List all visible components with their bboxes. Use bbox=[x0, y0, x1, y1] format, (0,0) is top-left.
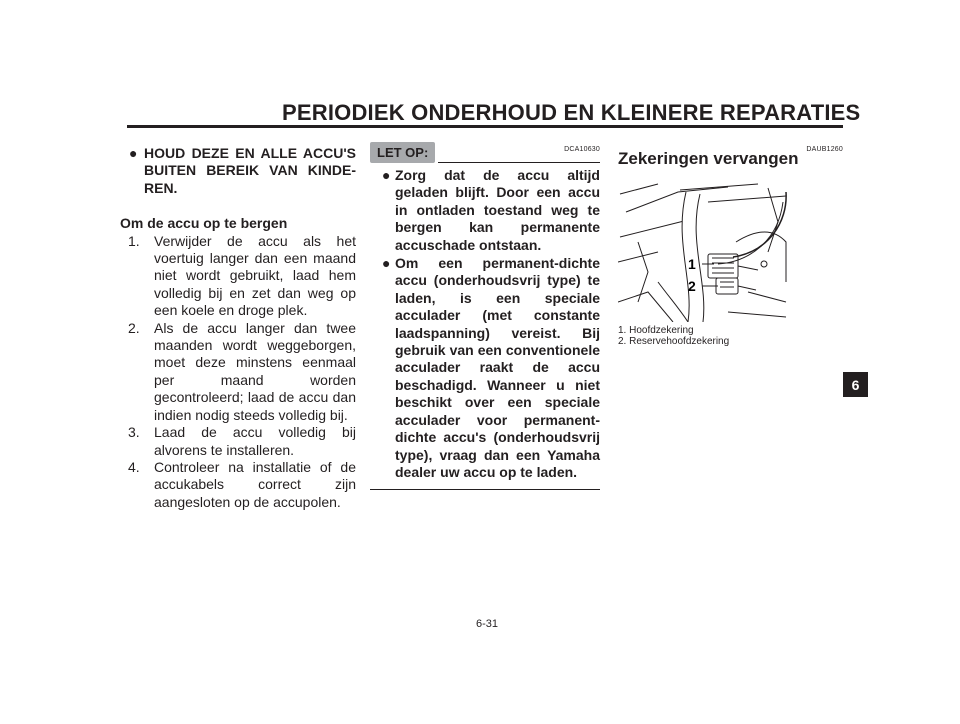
note-header bbox=[370, 140, 600, 166]
note-text: Om een permanent-dichte accu (onderhoudsvrij type) te laden, is een speciale acculader (met constante laadspanning) vereist. Bij gebruik van een conventionele acculader raakt de accu beschadigd. Wanneer u niet beschikt over een speciale acculader voor permanent-dichte accu's (onderhoudsvrij type), vraag dan een Yamaha dealer uw accu op te laden. bbox=[395, 255, 600, 480]
bullet-icon: ● bbox=[129, 145, 138, 161]
callout-1: 1 bbox=[688, 256, 696, 272]
figure-captions bbox=[618, 325, 788, 347]
step-text: Laad de accu volledig bij alvorens te installeren. bbox=[154, 424, 356, 458]
section-header bbox=[618, 140, 843, 174]
callout-2: 2 bbox=[688, 278, 696, 294]
note-item bbox=[370, 255, 600, 481]
storage-steps bbox=[120, 233, 356, 512]
caption-2: 2. Reservehoofdzekering bbox=[618, 336, 730, 347]
note-label: LET OP: bbox=[370, 142, 435, 163]
list-item bbox=[120, 320, 356, 424]
fuse-illustration bbox=[618, 182, 788, 322]
column-middle bbox=[370, 140, 600, 490]
list-item bbox=[120, 424, 356, 459]
header-title: PERIODIEK ONDERHOUD EN KLEINERE REPARATIES bbox=[282, 100, 861, 125]
note-rule bbox=[438, 162, 600, 163]
note-code: DCA10630 bbox=[564, 146, 600, 153]
column-left bbox=[120, 145, 356, 511]
bullet-icon: ● bbox=[382, 167, 391, 183]
note-text: Zorg dat de accu altijd geladen blijft. Door een accu in ontladen toestand weg te bergen kan permanente accuschade ontstaan. bbox=[395, 167, 600, 253]
list-item bbox=[120, 459, 356, 511]
warning-item bbox=[120, 145, 356, 197]
step-text: Als de accu langer dan twee maanden wordt weggeborgen, moet deze minstens eenmaal per maand worden gecontroleerd; laad de accu dan indien nodig steeds volledig bij. bbox=[154, 319, 356, 423]
list-item bbox=[120, 233, 356, 320]
section-title: Zekeringen vervangen bbox=[618, 149, 799, 168]
section-code: DAUB1260 bbox=[806, 146, 843, 153]
header-rule bbox=[127, 125, 843, 128]
step-text: Controleer na installatie of de accukabels correct zijn aangesloten op de accupolen. bbox=[154, 458, 356, 510]
column-right bbox=[618, 140, 843, 372]
fuse-figure bbox=[618, 182, 788, 372]
step-number: 1. bbox=[128, 232, 140, 249]
step-number: 4. bbox=[128, 458, 140, 475]
step-number: 2. bbox=[128, 319, 140, 336]
note-item bbox=[370, 167, 600, 254]
storage-heading: Om de accu op te bergen bbox=[120, 215, 288, 232]
chapter-tab: 6 bbox=[843, 372, 868, 397]
note-bottom-rule bbox=[370, 489, 600, 490]
step-number: 3. bbox=[128, 424, 140, 441]
step-text: Verwijder de accu als het voertuig langer dan een maand niet wordt gebruikt, laad hem volledig bij en zet dan weg op een koele en droge plek. bbox=[154, 232, 356, 319]
caption-1: 1. Hoofdzekering bbox=[618, 325, 694, 336]
warning-text: HOUD DEZE EN ALLE ACCU'S BUITEN BEREIK VAN KINDEREN. bbox=[144, 145, 356, 196]
bullet-icon: ● bbox=[382, 255, 391, 272]
page-number: 6-31 bbox=[476, 618, 499, 630]
